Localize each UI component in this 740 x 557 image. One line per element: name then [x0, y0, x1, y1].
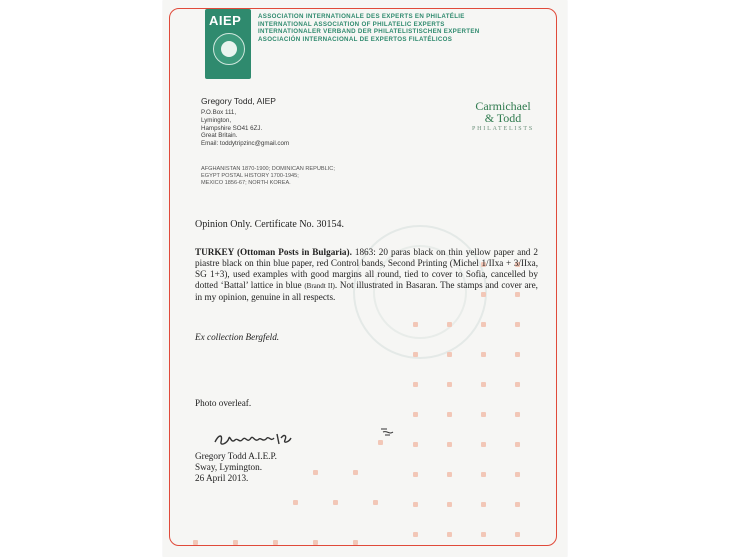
security-dot — [481, 322, 486, 327]
address-line: Great Britain. — [201, 132, 238, 140]
security-dot — [515, 352, 520, 357]
association-line: INTERNATIONAL ASSOCIATION OF PHILATELIC EXPERTS — [258, 20, 445, 28]
brand-line-2: & Todd — [484, 111, 522, 125]
security-dot — [413, 352, 418, 357]
brand-line-3: PHILATELISTS — [472, 126, 534, 132]
security-dot — [515, 472, 520, 477]
security-dot — [447, 412, 452, 417]
security-dot — [481, 472, 486, 477]
signature-image — [211, 426, 321, 452]
security-dot — [413, 502, 418, 507]
security-dot — [481, 412, 486, 417]
security-dot — [447, 352, 452, 357]
security-dot — [233, 540, 238, 545]
aiep-logo — [205, 9, 251, 79]
association-line: ASSOCIATION INTERNATIONALE DES EXPERTS EN PHILATÉLIE — [258, 13, 465, 20]
security-dot — [413, 532, 418, 537]
security-dot — [515, 532, 520, 537]
security-dot — [378, 440, 383, 445]
security-dot — [515, 382, 520, 387]
security-dot — [413, 472, 418, 477]
certificate-sheet — [163, 0, 567, 557]
association-line: ASOCIACIÓN INTERNACIONAL DE EXPERTOS FILATÉLICOS — [258, 35, 453, 43]
brand-line-1: Carmichael — [475, 99, 531, 113]
security-dot — [373, 500, 378, 505]
security-dot — [413, 442, 418, 447]
email-line: Email: toddytripzinc@gmail.com — [201, 140, 290, 148]
sender-block — [201, 96, 289, 148]
security-dot — [447, 502, 452, 507]
security-dot — [481, 382, 486, 387]
seal-icon — [213, 33, 245, 65]
signer-block — [195, 451, 277, 484]
security-dot — [273, 540, 278, 545]
signer-name: Gregory Todd A.I.E.P. — [195, 451, 277, 461]
ex-collection: Ex collection Bergfeld. — [195, 332, 280, 342]
photo-note: Photo overleaf. — [195, 398, 252, 408]
security-dot — [353, 540, 358, 545]
association-names — [258, 13, 480, 43]
security-dot — [515, 322, 520, 327]
security-dot — [413, 412, 418, 417]
address-line: Lymington, — [201, 116, 232, 124]
speciality-line: MEXICO 1856-67; NORTH KOREA. — [201, 180, 291, 186]
security-dot — [481, 442, 486, 447]
carmichael-todd-logo — [453, 100, 553, 132]
security-dot — [447, 442, 452, 447]
security-dot — [481, 352, 486, 357]
sender-name: Gregory Todd, AIEP — [201, 96, 276, 106]
specialities — [201, 166, 335, 187]
speciality-line: EGYPT POSTAL HISTORY 1700-1945; — [201, 173, 299, 179]
signer-place: Sway, Lymington. — [195, 462, 263, 472]
initial-mark — [379, 426, 395, 438]
security-dot — [447, 472, 452, 477]
opinion-line: Opinion Only. Certificate No. 30154. — [195, 219, 345, 230]
security-dot — [481, 532, 486, 537]
association-line: INTERNATIONALER VERBAND DER PHILATELISTISCHEN EXPERTEN — [258, 28, 480, 36]
signer-date: 26 April 2013. — [195, 473, 249, 483]
security-dot — [413, 322, 418, 327]
address-line: Hampshire SO41 6ZJ. — [201, 124, 263, 132]
security-dot — [413, 382, 418, 387]
certificate-text — [195, 247, 538, 303]
security-dot — [313, 540, 318, 545]
certificate-text-part2: . Not illustrated in Basaran. The stamps and cover are, in my opinion, genuine in all respects. — [195, 279, 538, 302]
security-dot — [313, 470, 318, 475]
security-dot — [333, 500, 338, 505]
brandt-reference: (Brandt II) — [304, 281, 335, 290]
address-line: P.O.Box 111, — [201, 109, 237, 116]
security-dot — [447, 322, 452, 327]
security-dot — [515, 412, 520, 417]
security-dot — [481, 502, 486, 507]
aiep-logo-text: AIEP — [209, 13, 242, 28]
certificate-text-part1: 1863: 20 paras black on thin yellow paper and 2 piastre black on thin blue paper, red Control bands, Second Printing (Michel 1/IIxa + 3/IIxa, SG 1+3), used examples with good margins all round, tied to cover to Sofia, cancelled by dotted ‘Battal’ lattice in blue — [195, 247, 538, 290]
speciality-line: AFGHANISTAN 1870-1900; DOMINICAN REPUBLIC; — [201, 166, 335, 172]
security-dot — [293, 500, 298, 505]
security-dot — [353, 470, 358, 475]
security-dot — [447, 382, 452, 387]
security-dot — [193, 540, 198, 545]
security-dot — [515, 502, 520, 507]
certificate-heading: TURKEY (Ottoman Posts in Bulgaria). — [195, 247, 352, 257]
security-dot — [515, 442, 520, 447]
security-dot — [447, 532, 452, 537]
